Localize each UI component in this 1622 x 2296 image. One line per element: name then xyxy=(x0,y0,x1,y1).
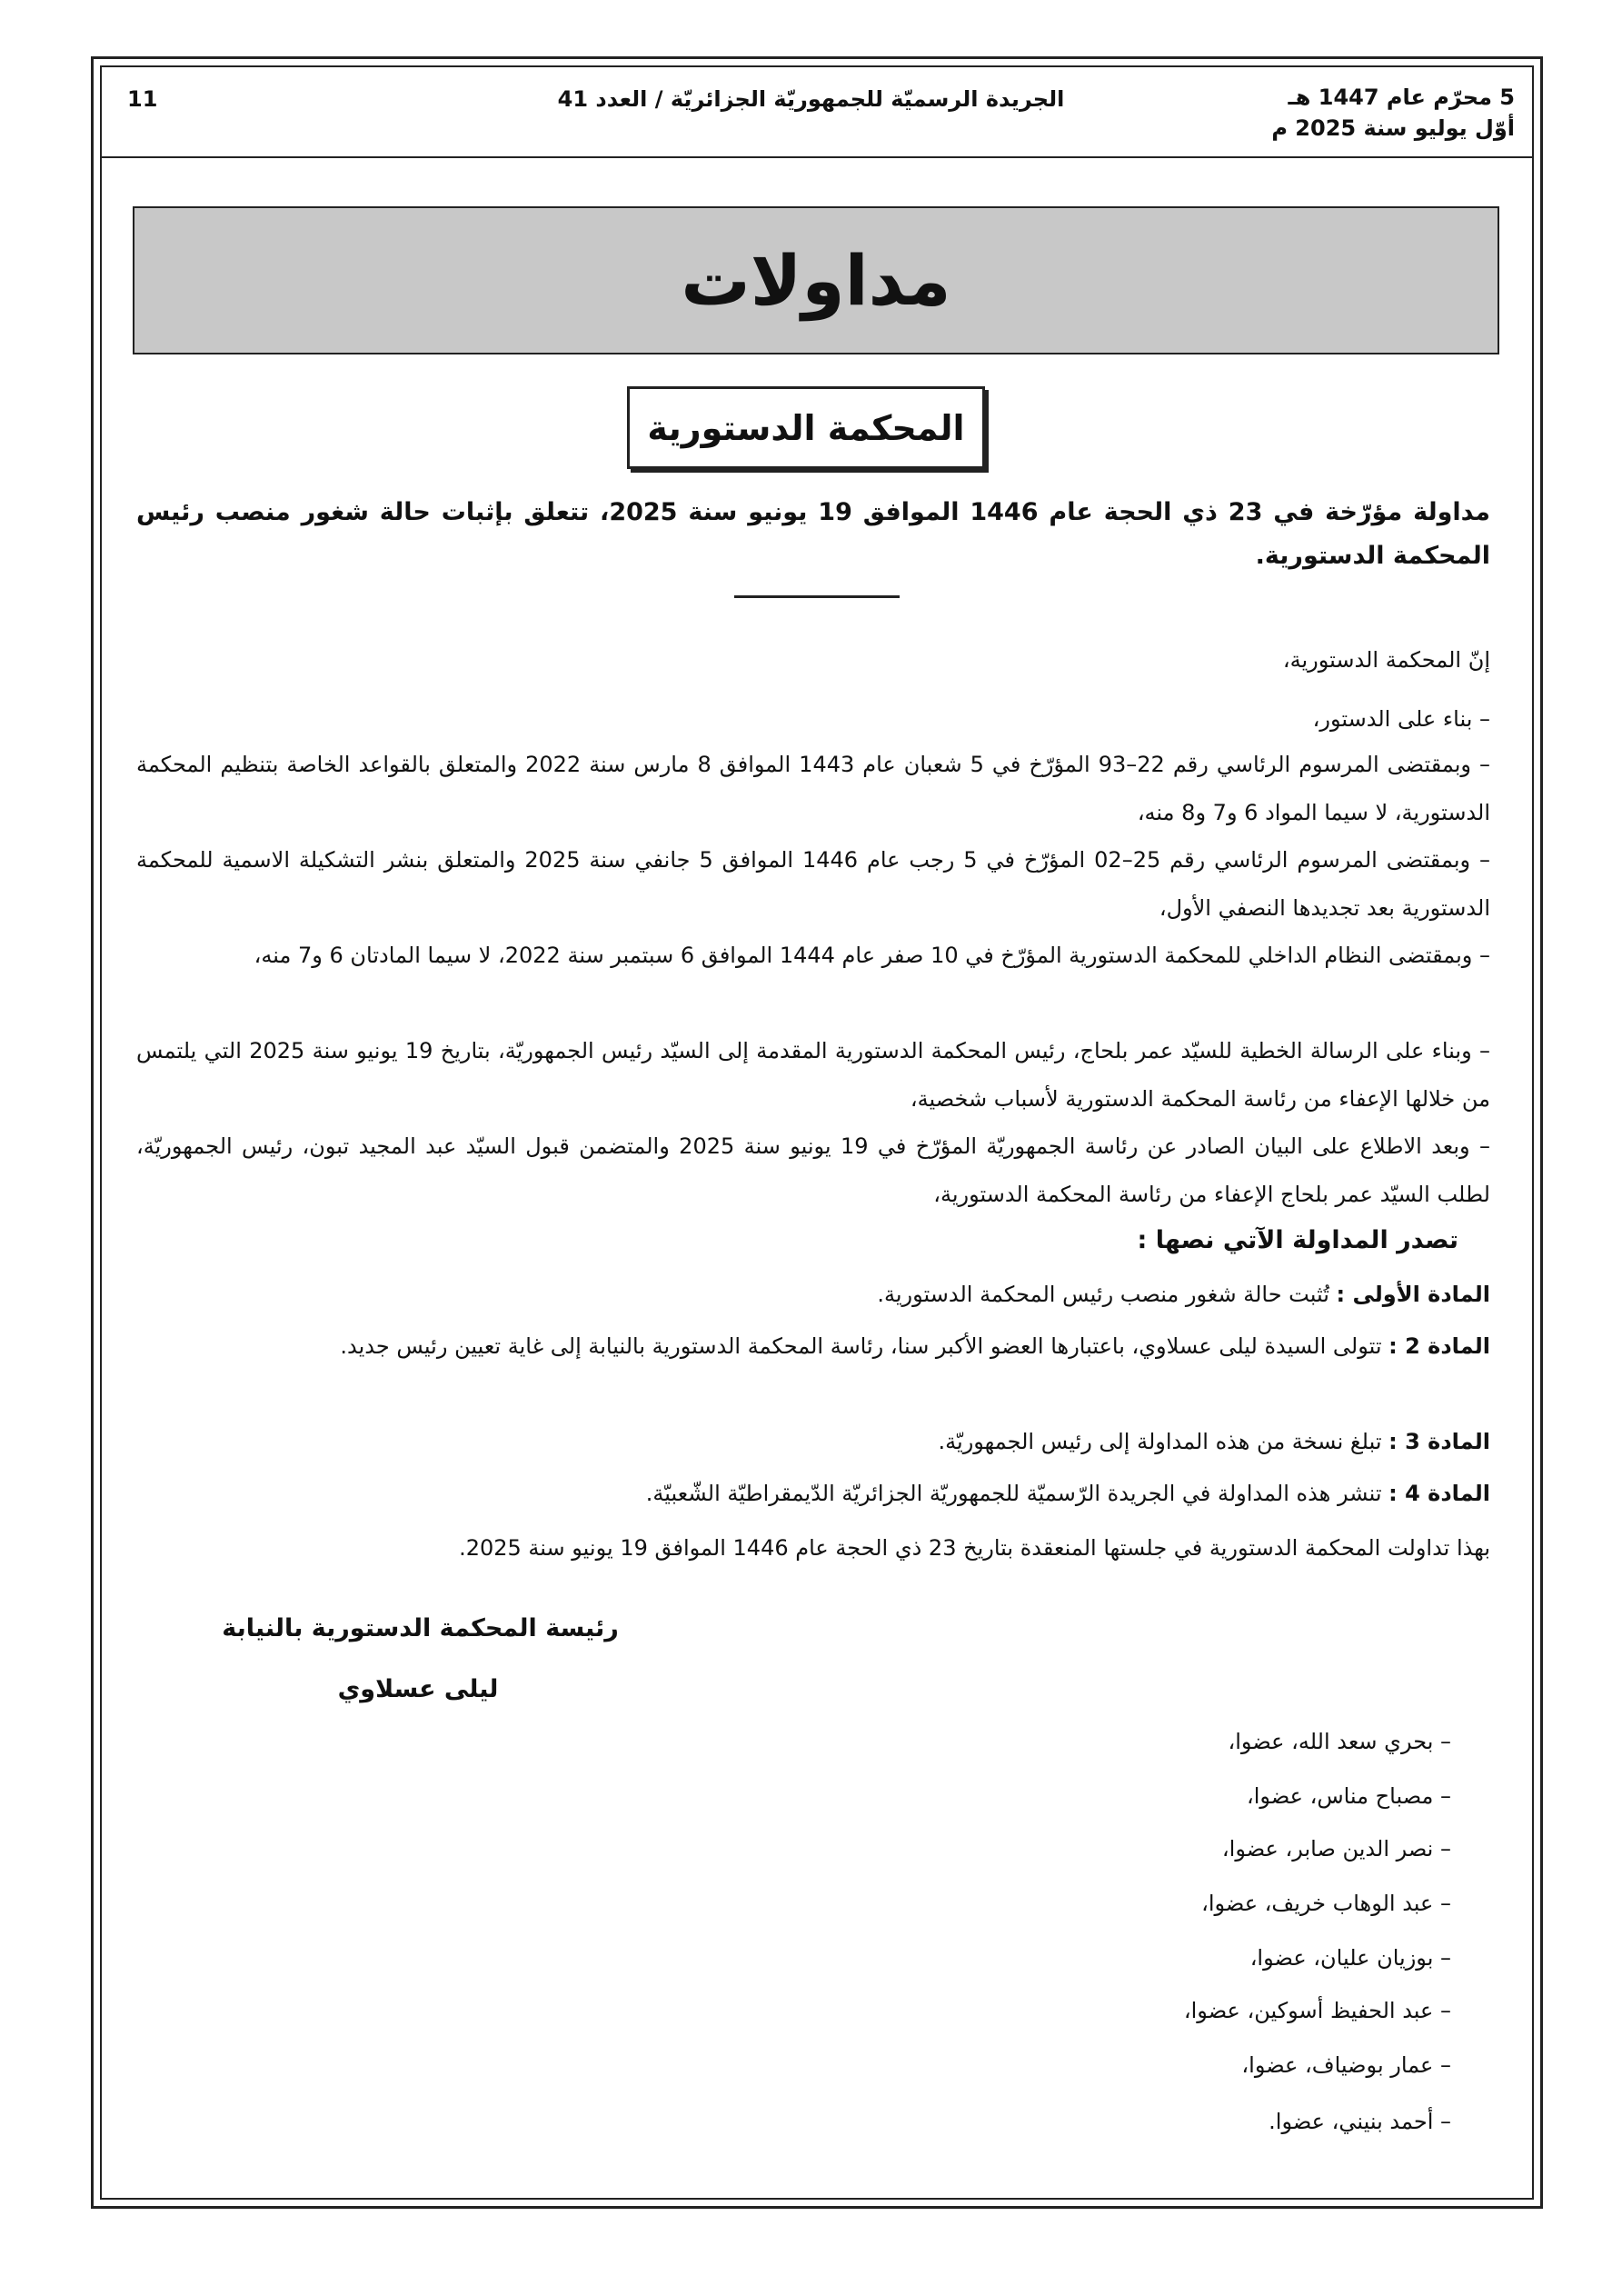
institution-box xyxy=(627,386,985,469)
member-item: – أحمد بنيني، عضوا. xyxy=(1269,2109,1451,2134)
article-label: المادة 2 : xyxy=(1388,1333,1490,1359)
member-item: – بوزيان عليان، عضوا، xyxy=(1249,1945,1451,1971)
article-text: تتولى السيدة ليلى عسلاوي، باعتبارها العضو الأكبر سنا، رئاسة المحكمة الدستورية بالنيابة إلى غاية تعيين رئيس جديد. xyxy=(340,1333,1389,1359)
decision-intro: تصدر المداولة الآتي نصها : xyxy=(1137,1226,1458,1254)
article-1 xyxy=(136,1271,1490,1319)
preamble-line: – وبمقتضى المرسوم الرئاسي رقم 25–02 المؤرّخ في 5 رجب عام 1446 الموافق 5 جانفي سنة 2025 والمتعلق بنشر التشكيلة الاسمية للمحكمة الدستورية بعد تجديدها النصفي الأول، xyxy=(136,847,1491,921)
institution-name: المحكمة الدستورية xyxy=(647,407,965,448)
section-title: مداولات xyxy=(681,240,951,321)
article-text: تبلغ نسخة من هذه المداولة إلى رئيس الجمهوريّة. xyxy=(938,1429,1389,1454)
article-label: المادة الأولى : xyxy=(1336,1282,1490,1307)
article-3 xyxy=(136,1418,1490,1466)
member-item: – عبد الوهاب خريف، عضوا، xyxy=(1201,1891,1451,1916)
hijri-date: 5 محرّم عام 1447 هـ xyxy=(1288,85,1515,110)
article-text: تنشر هذه المداولة في الجريدة الرّسميّة للجمهوريّة الجزائريّة الدّيمقراطيّة الشّعبيّة. xyxy=(645,1481,1389,1506)
member-item: – عمار بوضياف، عضوا، xyxy=(1241,2052,1451,2078)
member-item: – نصر الدين صابر، عضوا، xyxy=(1221,1836,1451,1862)
gazette-title: الجريدة الرسميّة للجمهوريّة الجزائريّة / العدد 41 xyxy=(557,86,1065,112)
preamble-line: – وبناء على الرسالة الخطية للسيّد عمر بلحاج، رئيس المحكمة الدستورية المقدمة إلى السيّد رئيس الجمهوريّة، بتاريخ 19 يونيو سنة 2025 التي يلتمس من خلالها الإعفاء من رئاسة المحكمة الدستورية لأسباب شخصية، xyxy=(136,1038,1491,1112)
header-divider xyxy=(100,156,1534,158)
preamble-line: – وبعد الاطلاع على البيان الصادر عن رئاسة الجمهوريّة المؤرّخ في 19 يونيو سنة 2025 والمتضمن قبول السيّد عبد المجيد تبون، رئيس الجمهوريّة، لطلب السيّد عمر بلحاج الإعفاء من رئاسة المحكمة الدستورية، xyxy=(136,1133,1491,1207)
article-4 xyxy=(136,1470,1490,1518)
deliberation-heading: مداولة مؤرّخة في 23 ذي الحجة عام 1446 الموافق 19 يونيو سنة 2025، تتعلق بإثبات حالة شغور منصب رئيس المحكمة الدستورية. xyxy=(136,498,1490,570)
preamble-line: – وبمقتضى النظام الداخلي للمحكمة الدستورية المؤرّخ في 10 صفر عام 1444 الموافق 6 سبتمبر سنة 2022، لا سيما المادتان 6 و7 منه، xyxy=(254,943,1490,968)
article-text: تُثبت حالة شغور منصب رئيس المحكمة الدستورية. xyxy=(877,1282,1337,1307)
article-2 xyxy=(136,1323,1490,1371)
preamble-line: – وبمقتضى المرسوم الرئاسي رقم 22–93 المؤرّخ في 5 شعبان عام 1443 الموافق 8 مارس سنة 2022 والمتعلق بالقواعد الخاصة بتنظيم المحكمة الدستورية، لا سيما المواد 6 و7 و8 منه، xyxy=(136,752,1491,825)
preamble-line: – بناء على الدستور، xyxy=(1312,706,1490,732)
article-label: المادة 3 : xyxy=(1388,1429,1490,1454)
member-item: – بحري سعد الله، عضوا، xyxy=(1228,1729,1451,1754)
member-item: – عبد الحفيظ أسوكين، عضوا، xyxy=(1183,1998,1451,2023)
signature-name: ليلى عسلاوي xyxy=(337,1675,499,1703)
gregorian-date: أوّل يوليو سنة 2025 م xyxy=(1271,115,1515,141)
closing-statement: بهذا تداولت المحكمة الدستورية في جلستها المنعقدة بتاريخ 23 ذي الحجة عام 1446 الموافق 19 يونيو سنة 2025. xyxy=(459,1535,1490,1561)
section-title-box xyxy=(133,206,1499,354)
heading-divider xyxy=(734,595,900,598)
member-item: – مصباح مناس، عضوا، xyxy=(1247,1783,1451,1809)
article-label: المادة 4 : xyxy=(1388,1481,1490,1506)
signature-title: رئيسة المحكمة الدستورية بالنيابة xyxy=(222,1614,619,1642)
page-number: 11 xyxy=(127,86,158,112)
preamble-line: إنّ المحكمة الدستورية، xyxy=(1282,647,1490,673)
